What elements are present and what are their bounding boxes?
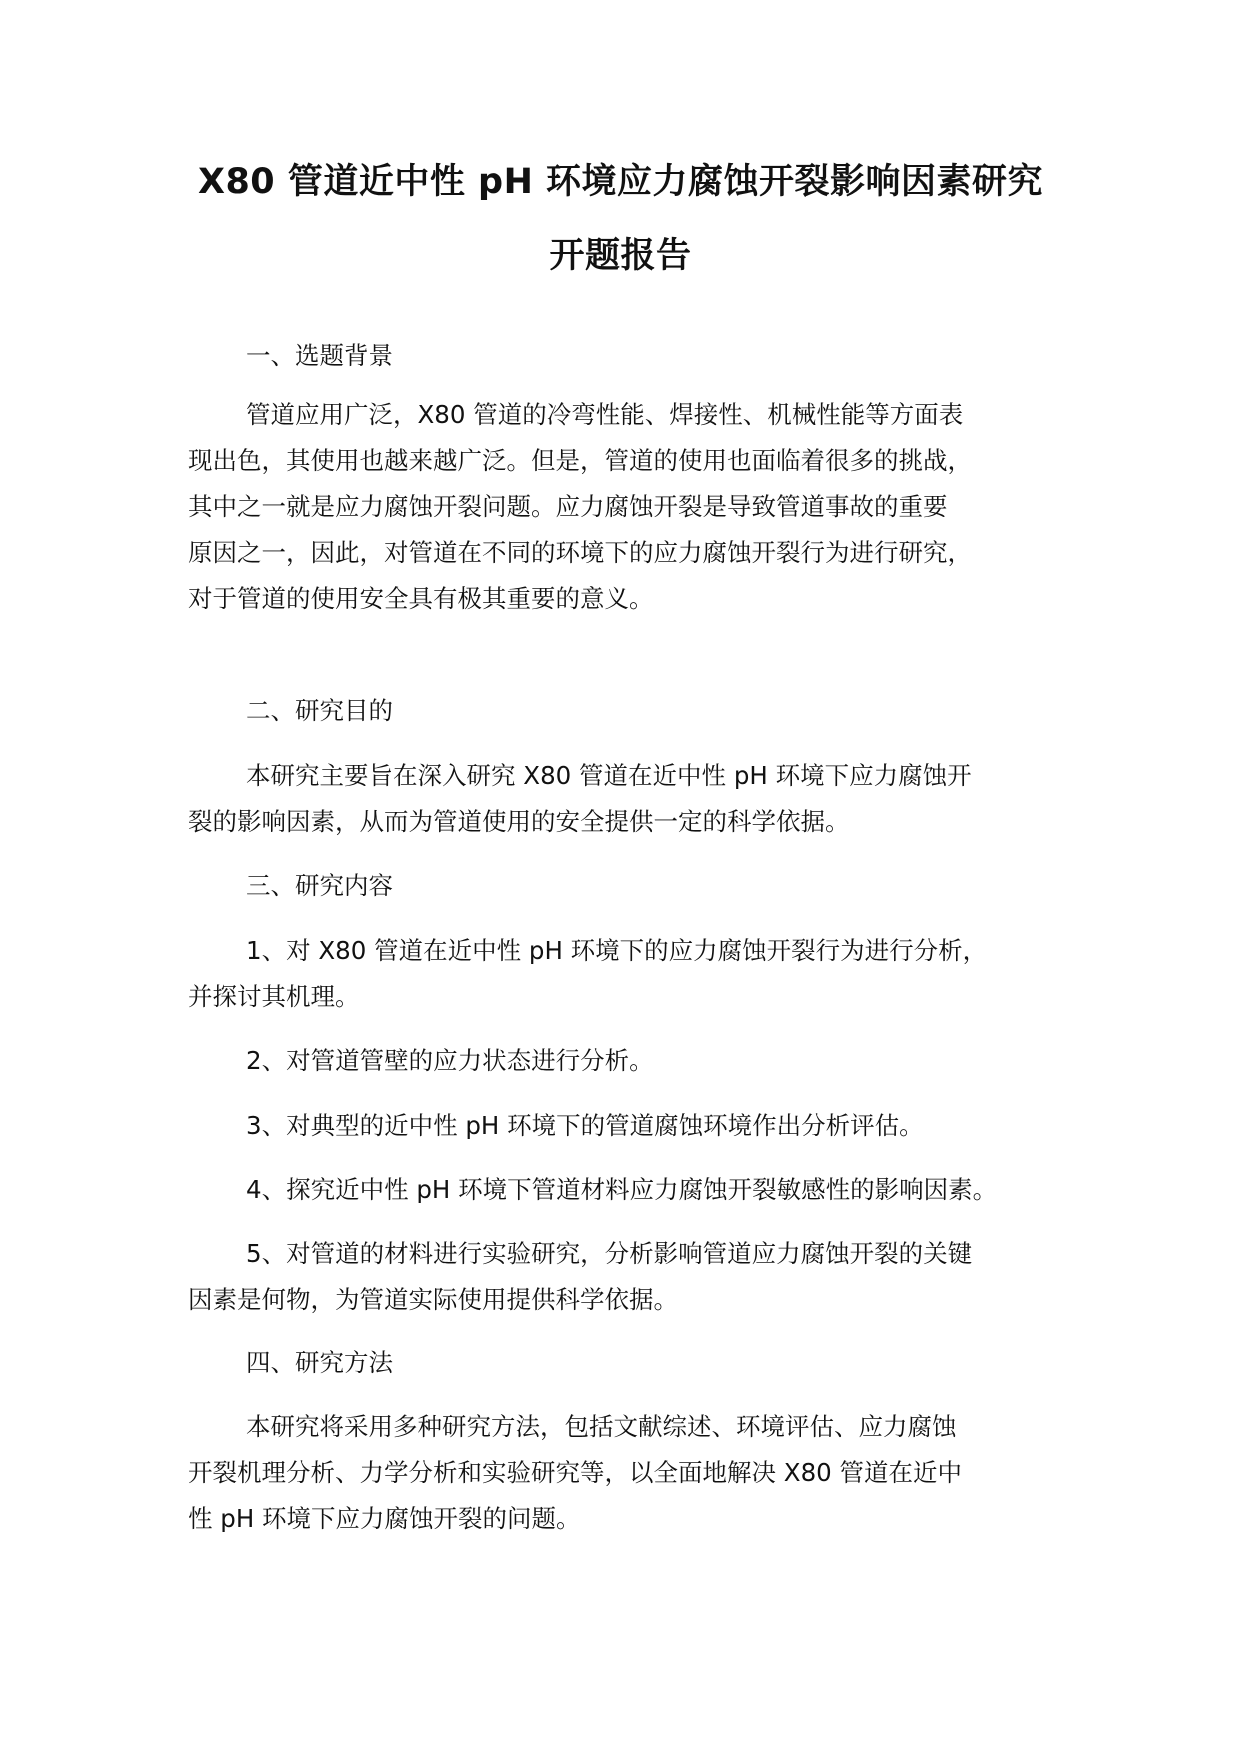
list-item: 4、探究近中性 pH 环境下管道材料应力腐蚀开裂敏感性的影响因素。: [246, 1175, 998, 1204]
list-item-continuation: 因素是何物，为管道实际使用提供科学依据。: [188, 1285, 678, 1314]
paragraph-line: 开裂机理分析、力学分析和实验研究等，以全面地解决 X80 管道在近中: [188, 1458, 963, 1487]
paragraph-line: 其中之一就是应力腐蚀开裂问题。应力腐蚀开裂是导致管道事故的重要: [188, 492, 948, 521]
document-title-line-1: X80 管道近中性 pH 环境应力腐蚀开裂影响因素研究: [197, 162, 1044, 202]
section-heading-background: 一、选题背景: [246, 341, 393, 370]
list-item: 1、对 X80 管道在近中性 pH 环境下的应力腐蚀开裂行为进行分析，: [246, 936, 988, 965]
paragraph-line: 裂的影响因素，从而为管道使用的安全提供一定的科学依据。: [188, 807, 850, 836]
section-heading-purpose: 二、研究目的: [246, 696, 393, 725]
document-title-line-2: 开题报告: [549, 236, 692, 276]
paragraph-line: 原因之一，因此，对管道在不同的环境下的应力腐蚀开裂行为进行研究，: [188, 538, 972, 567]
list-item: 5、对管道的材料进行实验研究，分析影响管道应力腐蚀开裂的关键: [246, 1239, 973, 1268]
section-heading-content: 三、研究内容: [246, 871, 393, 900]
paragraph-line: 现出色，其使用也越来越广泛。但是，管道的使用也面临着很多的挑战，: [188, 446, 972, 475]
paragraph-line: 本研究将采用多种研究方法，包括文献综述、环境评估、应力腐蚀: [246, 1412, 957, 1441]
list-item: 2、对管道管壁的应力状态进行分析。: [246, 1046, 654, 1075]
paragraph-line: 性 pH 环境下应力腐蚀开裂的问题。: [188, 1504, 581, 1533]
list-item: 3、对典型的近中性 pH 环境下的管道腐蚀环境作出分析评估。: [246, 1111, 924, 1140]
paragraph-line: 管道应用广泛，X80 管道的冷弯性能、焊接性、机械性能等方面表: [246, 400, 964, 429]
paragraph-line: 对于管道的使用安全具有极其重要的意义。: [188, 584, 654, 613]
section-heading-methods: 四、研究方法: [246, 1348, 393, 1377]
paragraph-line: 本研究主要旨在深入研究 X80 管道在近中性 pH 环境下应力腐蚀开: [246, 761, 972, 790]
list-item-continuation: 并探讨其机理。: [188, 982, 360, 1011]
